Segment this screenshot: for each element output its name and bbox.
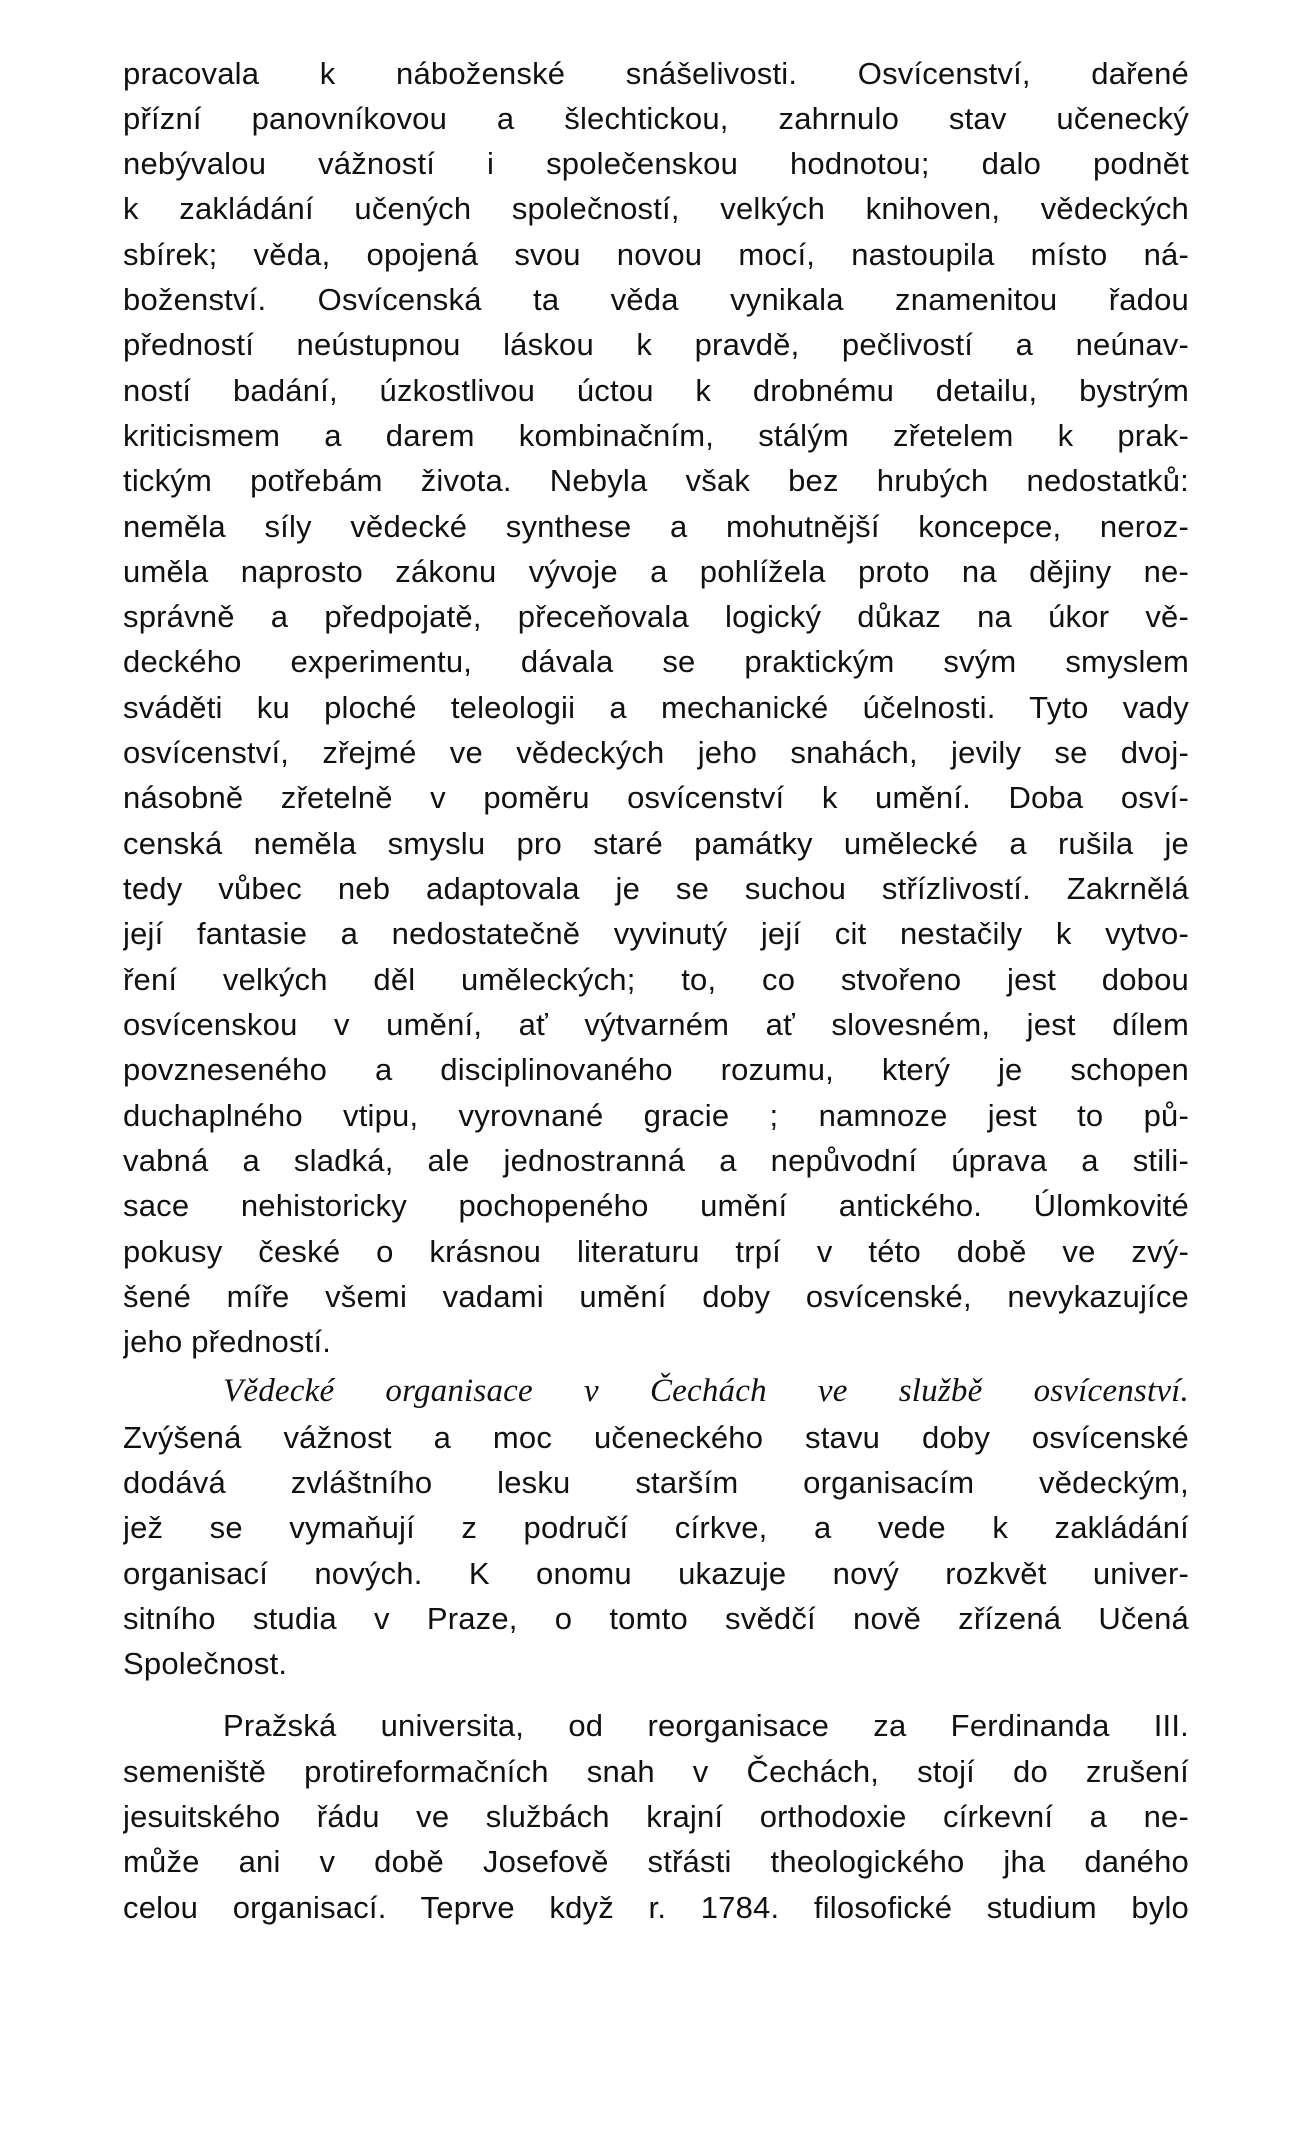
text-line-26: sace nehistoricky pochopeného umění antického. Úlomkovité	[123, 1188, 1189, 1223]
text-line-32: dodává zvláštního lesku starším organisacím vědeckým,	[123, 1465, 1189, 1500]
text-line-10: tickým potřebám života. Nebyla však bez hrubých nedostatků:	[123, 463, 1189, 498]
text-line-22: osvícenskou v umění, ať výtvarném ať slovesném, jest dílem	[123, 1007, 1189, 1042]
text-line-18: censká neměla smyslu pro staré památky umělecké a rušila je	[123, 826, 1189, 861]
text-line-4: k zakládání učených společností, velkých knihoven, vědeckých	[123, 191, 1189, 226]
text-line-13: správně a předpojatě, přeceňovala logický důkaz na úkor vě-	[123, 599, 1189, 634]
text-line-12: uměla naprosto zákonu vývoje a pohlížela proto na dějiny ne-	[123, 554, 1189, 589]
text-line-33: jež se vymaňují z područí církve, a vede k zakládání	[123, 1510, 1189, 1545]
text-line-16: osvícenství, zřejmé ve vědeckých jeho snahách, jevily se dvoj-	[123, 735, 1189, 770]
text-line-40: může ani v době Josefově střásti theologického jha daného	[123, 1844, 1189, 1879]
text-line-27: pokusy české o krásnou literaturu trpí v této době ve zvý-	[123, 1234, 1189, 1269]
text-line-25: vabná a sladká, ale jednostranná a nepůvodní úprava a stili-	[123, 1143, 1189, 1178]
text-line-20: její fantasie a nedostatečně vyvinutý její cit nestačily k vytvo-	[123, 916, 1189, 951]
text-line-35: sitního studia v Praze, o tomto svědčí nově zřízená Učená	[123, 1601, 1189, 1636]
section-heading: Vědecké organisace v Čechách ve službě osvícenství.	[223, 1373, 1189, 1409]
text-line-41: celou organisací. Teprve když r. 1784. filosofické studium bylo	[123, 1890, 1189, 1925]
text-line-19: tedy vůbec neb adaptovala je se suchou střízlivostí. Zakrnělá	[123, 871, 1189, 906]
text-line-38: semeniště protireformačních snah v Čechách, stojí do zrušení	[123, 1754, 1189, 1789]
text-line-37: Pražská universita, od reorganisace za Ferdinanda III.	[223, 1708, 1189, 1743]
text-line-2: přízní panovníkovou a šlechtickou, zahrnulo stav učenecký	[123, 101, 1189, 136]
text-line-31: Zvýšená vážnost a moc učeneckého stavu doby osvícenské	[123, 1420, 1189, 1455]
text-line-9: kriticismem a darem kombinačním, stálým zřetelem k prak-	[123, 418, 1189, 453]
text-line-6: boženství. Osvícenská ta věda vynikala znamenitou řadou	[123, 282, 1189, 317]
text-line-11: neměla síly vědecké synthese a mohutnější koncepce, neroz-	[123, 509, 1189, 544]
text-line-28: šené míře všemi vadami umění doby osvícenské, nevykazujíce	[123, 1279, 1189, 1314]
text-line-29: jeho předností.	[123, 1324, 332, 1359]
text-line-36: Společnost.	[123, 1646, 288, 1681]
text-line-15: sváděti ku ploché teleologii a mechanické účelnosti. Tyto vady	[123, 690, 1189, 725]
text-line-5: sbírek; věda, opojená svou novou mocí, nastoupila místo ná-	[123, 237, 1189, 272]
text-line-14: deckého experimentu, dávala se praktickým svým smyslem	[123, 644, 1189, 679]
text-line-34: organisací nových. K onomu ukazuje nový rozkvět univer-	[123, 1556, 1189, 1591]
text-line-7: předností neústupnou láskou k pravdě, pečlivostí a neúnav-	[123, 327, 1189, 362]
text-line-24: duchaplného vtipu, vyrovnané gracie ; namnoze jest to pů-	[123, 1098, 1189, 1133]
text-line-8: ností badání, úzkostlivou úctou k drobnému detailu, bystrým	[123, 373, 1189, 408]
text-line-1: pracovala k náboženské snášelivosti. Osvícenství, dařené	[123, 56, 1189, 91]
text-line-23: povzneseného a disciplinovaného rozumu, který je schopen	[123, 1052, 1189, 1087]
text-line-39: jesuitského řádu ve službách krajní orthodoxie církevní a ne-	[123, 1799, 1189, 1834]
text-line-17: násobně zřetelně v poměru osvícenství k umění. Doba osví-	[123, 780, 1189, 815]
text-line-3: nebývalou vážností i společenskou hodnotou; dalo podnět	[123, 146, 1189, 181]
text-line-21: ření velkých děl uměleckých; to, co stvořeno jest dobou	[123, 962, 1189, 997]
